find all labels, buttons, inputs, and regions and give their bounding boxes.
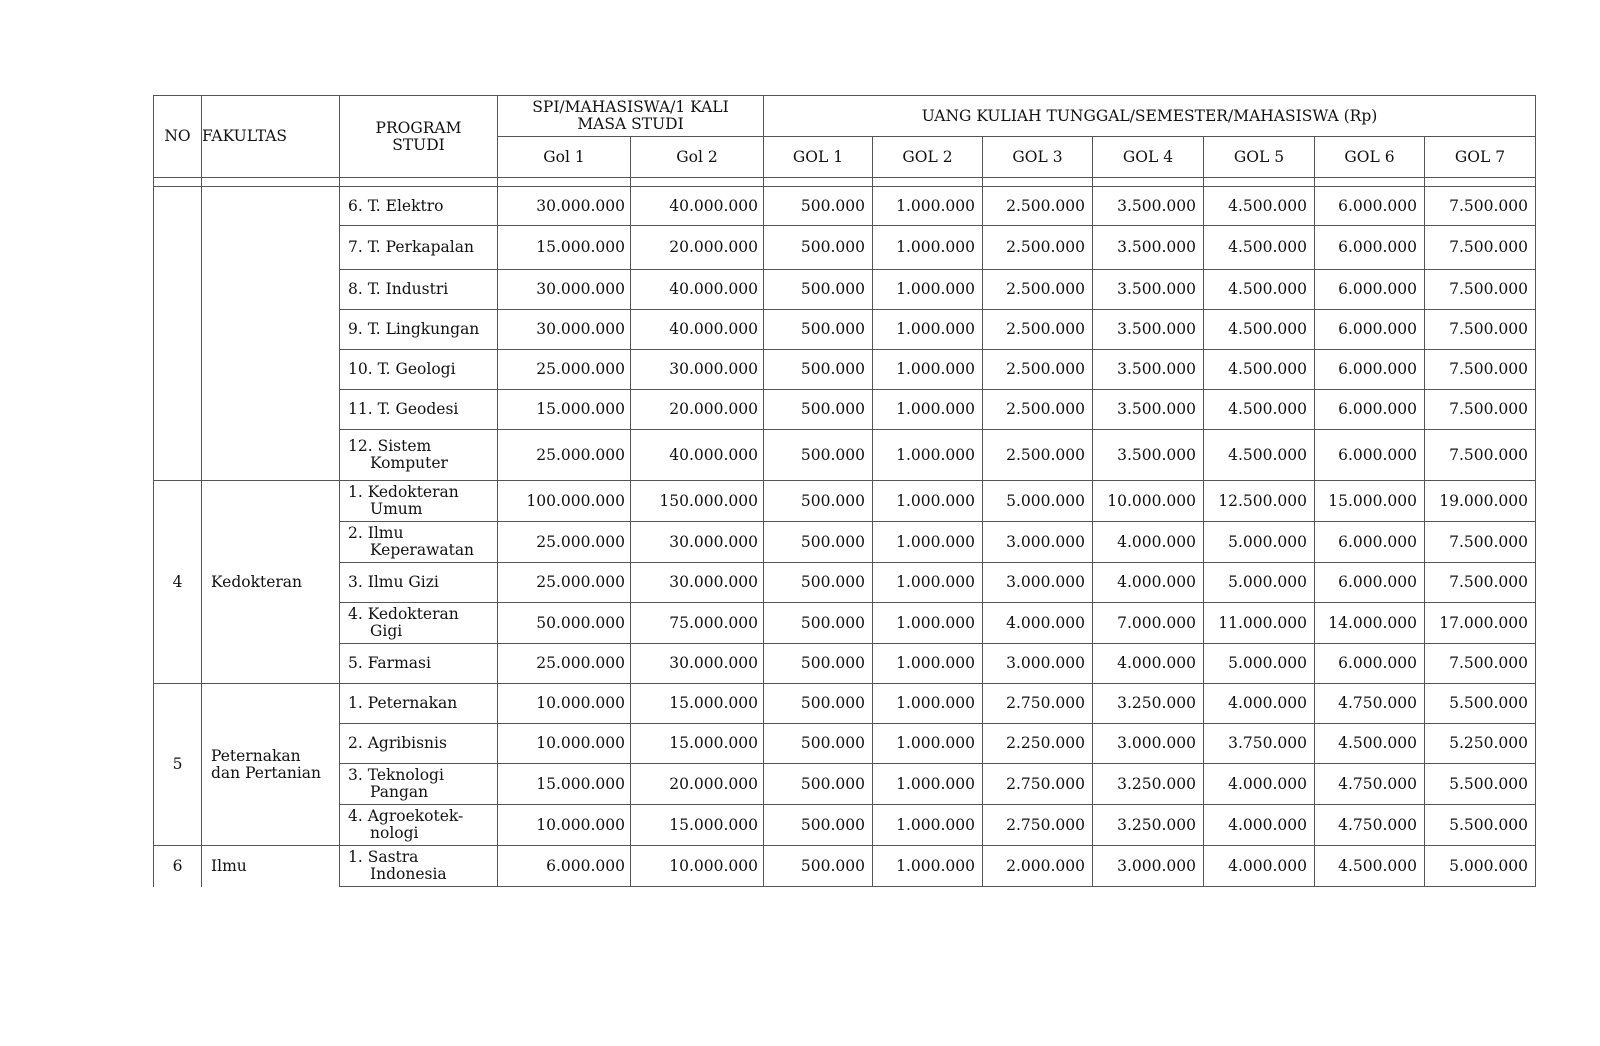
ukt-gol-4-value: 3.000.000 — [1093, 846, 1204, 887]
program-studi — [340, 684, 498, 724]
ukt-gol-5-value: 11.000.000 — [1204, 603, 1315, 644]
spi-gol-2-value: 15.000.000 — [631, 684, 764, 724]
ukt-gol-4-value: 3.500.000 — [1093, 187, 1204, 226]
program-studi-line1: 5. Farmasi — [348, 654, 431, 672]
separator-cell — [1204, 178, 1315, 187]
header-program-studi-line2: STUDI — [392, 135, 445, 154]
ukt-gol-7-value: 17.000.000 — [1425, 603, 1536, 644]
header-spi-gol-2: Gol 2 — [631, 137, 764, 178]
ukt-gol-5-value: 12.500.000 — [1204, 481, 1315, 522]
ukt-gol-3-value: 3.000.000 — [983, 522, 1093, 563]
spi-gol-1-value: 30.000.000 — [498, 310, 631, 350]
program-studi — [340, 522, 498, 563]
ukt-gol-7-value: 19.000.000 — [1425, 481, 1536, 522]
separator-cell — [1093, 178, 1204, 187]
ukt-gol-6-value: 14.000.000 — [1315, 603, 1425, 644]
ukt-gol-6-value: 15.000.000 — [1315, 481, 1425, 522]
program-studi — [340, 764, 498, 805]
spi-gol-2-value: 20.000.000 — [631, 764, 764, 805]
spi-gol-2-value: 20.000.000 — [631, 390, 764, 430]
program-studi-line1: 6. T. Elektro — [348, 196, 444, 215]
header-spi-gol-1: Gol 1 — [498, 137, 631, 178]
faculty-name-line1: Peternakan — [211, 746, 301, 765]
ukt-gol-6-value: 6.000.000 — [1315, 270, 1425, 310]
ukt-gol-4-value: 3.500.000 — [1093, 350, 1204, 390]
faculty-name — [202, 187, 340, 481]
ukt-gol-1-value: 500.000 — [764, 563, 873, 603]
ukt-gol-7-value: 5.500.000 — [1425, 764, 1536, 805]
header-spi-line2: MASA STUDI — [577, 115, 684, 133]
ukt-gol-3-value: 2.500.000 — [983, 310, 1093, 350]
ukt-gol-2-value: 1.000.000 — [873, 805, 983, 846]
ukt-gol-4-value: 4.000.000 — [1093, 644, 1204, 684]
ukt-gol-6-value: 4.750.000 — [1315, 764, 1425, 805]
separator-cell — [873, 178, 983, 187]
program-studi-line1: 1. Sastra — [348, 848, 419, 866]
separator-cell — [983, 178, 1093, 187]
program-studi-line1: 7. T. Perkapalan — [348, 238, 474, 256]
ukt-gol-1-value: 500.000 — [764, 187, 873, 226]
separator-cell — [764, 178, 873, 187]
ukt-gol-3-value: 4.000.000 — [983, 603, 1093, 644]
program-studi-line1: 12. Sistem — [348, 437, 432, 455]
ukt-gol-7-value: 7.500.000 — [1425, 563, 1536, 603]
ukt-gol-6-value: 4.500.000 — [1315, 846, 1425, 887]
ukt-gol-3-value: 2.500.000 — [983, 350, 1093, 390]
ukt-gol-3-value: 2.750.000 — [983, 764, 1093, 805]
ukt-gol-2-value: 1.000.000 — [873, 226, 983, 270]
ukt-gol-4-value: 3.250.000 — [1093, 764, 1204, 805]
spi-gol-1-value: 30.000.000 — [498, 187, 631, 226]
spi-gol-2-value: 150.000.000 — [631, 481, 764, 522]
faculty-number — [154, 187, 202, 481]
ukt-gol-7-value: 7.500.000 — [1425, 644, 1536, 684]
table-row — [154, 390, 1536, 430]
program-studi — [340, 350, 498, 390]
ukt-gol-5-value: 4.000.000 — [1204, 684, 1315, 724]
table-row — [154, 310, 1536, 350]
spi-gol-2-value: 30.000.000 — [631, 522, 764, 563]
program-studi-line1: 4. Agroekotek- — [348, 807, 464, 825]
table-row — [154, 603, 1536, 644]
program-studi — [340, 724, 498, 764]
ukt-gol-4-value: 4.000.000 — [1093, 563, 1204, 603]
table-row — [154, 764, 1536, 805]
faculty-name-line1: Ilmu — [211, 856, 247, 875]
ukt-gol-6-value: 6.000.000 — [1315, 226, 1425, 270]
ukt-gol-6-value: 6.000.000 — [1315, 310, 1425, 350]
spi-gol-1-value: 100.000.000 — [498, 481, 631, 522]
ukt-gol-7-value: 7.500.000 — [1425, 310, 1536, 350]
spi-gol-2-value: 40.000.000 — [631, 430, 764, 481]
program-studi-line1: 2. Ilmu — [348, 524, 404, 542]
ukt-gol-2-value: 1.000.000 — [873, 724, 983, 764]
program-studi — [340, 310, 498, 350]
ukt-gol-5-value: 4.500.000 — [1204, 270, 1315, 310]
ukt-gol-5-value: 4.500.000 — [1204, 187, 1315, 226]
ukt-gol-6-value: 6.000.000 — [1315, 644, 1425, 684]
ukt-gol-1-value: 500.000 — [764, 430, 873, 481]
spi-gol-1-value: 25.000.000 — [498, 522, 631, 563]
table-row — [154, 226, 1536, 270]
faculty-number: 4 — [154, 481, 202, 684]
header-ukt-gol-3: GOL 3 — [983, 137, 1093, 178]
ukt-gol-2-value: 1.000.000 — [873, 481, 983, 522]
program-studi — [340, 226, 498, 270]
ukt-gol-3-value: 3.000.000 — [983, 644, 1093, 684]
ukt-gol-3-value: 3.000.000 — [983, 563, 1093, 603]
table-row — [154, 644, 1536, 684]
ukt-gol-5-value: 4.500.000 — [1204, 350, 1315, 390]
ukt-gol-2-value: 1.000.000 — [873, 603, 983, 644]
faculty-name-line1: Kedokteran — [211, 572, 303, 591]
spi-gol-1-value: 10.000.000 — [498, 684, 631, 724]
separator-cell — [202, 178, 340, 187]
ukt-gol-3-value: 5.000.000 — [983, 481, 1093, 522]
ukt-gol-1-value: 500.000 — [764, 310, 873, 350]
spi-gol-2-value: 75.000.000 — [631, 603, 764, 644]
spi-gol-2-value: 40.000.000 — [631, 187, 764, 226]
ukt-gol-7-value: 5.000.000 — [1425, 846, 1536, 887]
ukt-gol-1-value: 500.000 — [764, 684, 873, 724]
ukt-gol-6-value: 6.000.000 — [1315, 430, 1425, 481]
ukt-gol-2-value: 1.000.000 — [873, 430, 983, 481]
ukt-gol-1-value: 500.000 — [764, 764, 873, 805]
ukt-gol-1-value: 500.000 — [764, 522, 873, 563]
spi-gol-1-value: 10.000.000 — [498, 724, 631, 764]
table-row — [154, 270, 1536, 310]
ukt-gol-2-value: 1.000.000 — [873, 644, 983, 684]
ukt-gol-2-value: 1.000.000 — [873, 684, 983, 724]
ukt-gol-2-value: 1.000.000 — [873, 563, 983, 603]
spi-gol-1-value: 30.000.000 — [498, 270, 631, 310]
ukt-gol-7-value: 7.500.000 — [1425, 430, 1536, 481]
header-spi — [498, 96, 764, 137]
ukt-gol-3-value: 2.500.000 — [983, 390, 1093, 430]
ukt-gol-1-value: 500.000 — [764, 390, 873, 430]
ukt-gol-3-value: 2.500.000 — [983, 187, 1093, 226]
header-ukt-gol-2: GOL 2 — [873, 137, 983, 178]
spi-gol-1-value: 25.000.000 — [498, 644, 631, 684]
ukt-gol-7-value: 5.250.000 — [1425, 724, 1536, 764]
header-ukt-gol-1: GOL 1 — [764, 137, 873, 178]
program-studi — [340, 430, 498, 481]
program-studi-line1: 1. Peternakan — [348, 694, 458, 712]
program-studi-line2: Gigi — [370, 622, 403, 640]
ukt-gol-3-value: 2.250.000 — [983, 724, 1093, 764]
ukt-gol-7-value: 5.500.000 — [1425, 684, 1536, 724]
ukt-gol-6-value: 6.000.000 — [1315, 522, 1425, 563]
ukt-gol-4-value: 3.500.000 — [1093, 270, 1204, 310]
table-row — [154, 724, 1536, 764]
header-row-1 — [154, 96, 1536, 137]
ukt-gol-3-value: 2.750.000 — [983, 684, 1093, 724]
ukt-gol-4-value: 3.500.000 — [1093, 430, 1204, 481]
header-ukt-gol-7: GOL 7 — [1425, 137, 1536, 178]
spi-gol-2-value: 40.000.000 — [631, 310, 764, 350]
ukt-gol-4-value: 3.250.000 — [1093, 805, 1204, 846]
spi-gol-1-value: 10.000.000 — [498, 805, 631, 846]
spi-gol-2-value: 15.000.000 — [631, 724, 764, 764]
ukt-gol-3-value: 2.500.000 — [983, 430, 1093, 481]
tuition-fee-table — [153, 95, 1536, 887]
spi-gol-1-value: 15.000.000 — [498, 390, 631, 430]
ukt-gol-1-value: 500.000 — [764, 724, 873, 764]
program-studi-line1: 9. T. Lingkungan — [348, 320, 480, 338]
ukt-gol-5-value: 5.000.000 — [1204, 644, 1315, 684]
ukt-gol-3-value: 2.500.000 — [983, 226, 1093, 270]
ukt-gol-6-value: 4.500.000 — [1315, 724, 1425, 764]
ukt-gol-6-value: 6.000.000 — [1315, 187, 1425, 226]
ukt-gol-7-value: 7.500.000 — [1425, 187, 1536, 226]
program-studi — [340, 270, 498, 310]
table-row — [154, 684, 1536, 724]
ukt-gol-1-value: 500.000 — [764, 481, 873, 522]
ukt-gol-2-value: 1.000.000 — [873, 187, 983, 226]
program-studi-line1: 11. T. Geodesi — [348, 400, 459, 418]
faculty-number: 5 — [154, 684, 202, 846]
ukt-gol-6-value: 6.000.000 — [1315, 563, 1425, 603]
ukt-gol-4-value: 3.000.000 — [1093, 724, 1204, 764]
separator-cell — [1425, 178, 1536, 187]
program-studi — [340, 187, 498, 226]
ukt-gol-2-value: 1.000.000 — [873, 270, 983, 310]
program-studi-line2: Komputer — [370, 454, 448, 472]
ukt-gol-5-value: 4.500.000 — [1204, 430, 1315, 481]
program-studi-line1: 10. T. Geologi — [348, 360, 456, 378]
ukt-gol-4-value: 3.250.000 — [1093, 684, 1204, 724]
program-studi-line1: 3. Ilmu Gizi — [348, 573, 439, 591]
ukt-gol-2-value: 1.000.000 — [873, 522, 983, 563]
ukt-gol-1-value: 500.000 — [764, 226, 873, 270]
header-ukt: UANG KULIAH TUNGGAL/SEMESTER/MAHASISWA (Rp) — [764, 96, 1536, 137]
ukt-gol-1-value: 500.000 — [764, 603, 873, 644]
program-studi-line2: Umum — [370, 500, 423, 518]
table-row — [154, 430, 1536, 481]
header-program-studi — [340, 96, 498, 178]
ukt-gol-1-value: 500.000 — [764, 846, 873, 887]
ukt-gol-4-value: 3.500.000 — [1093, 226, 1204, 270]
ukt-gol-3-value: 2.000.000 — [983, 846, 1093, 887]
ukt-gol-1-value: 500.000 — [764, 270, 873, 310]
program-studi — [340, 846, 498, 887]
ukt-gol-4-value: 7.000.000 — [1093, 603, 1204, 644]
ukt-gol-1-value: 500.000 — [764, 350, 873, 390]
ukt-gol-7-value: 7.500.000 — [1425, 270, 1536, 310]
ukt-gol-6-value: 4.750.000 — [1315, 684, 1425, 724]
separator-cell — [498, 178, 631, 187]
program-studi — [340, 390, 498, 430]
spi-gol-1-value: 6.000.000 — [498, 846, 631, 887]
spi-gol-2-value: 10.000.000 — [631, 846, 764, 887]
ukt-gol-4-value: 3.500.000 — [1093, 390, 1204, 430]
ukt-gol-5-value: 3.750.000 — [1204, 724, 1315, 764]
ukt-gol-1-value: 500.000 — [764, 644, 873, 684]
ukt-gol-5-value: 4.000.000 — [1204, 846, 1315, 887]
separator-cell — [340, 178, 498, 187]
program-studi-line1: 4. Kedokteran — [348, 605, 459, 623]
header-separator-row — [154, 178, 1536, 187]
header-ukt-gol-5: GOL 5 — [1204, 137, 1315, 178]
table-row — [154, 563, 1536, 603]
program-studi-line2: Indonesia — [370, 865, 447, 883]
ukt-gol-6-value: 4.750.000 — [1315, 805, 1425, 846]
table-row — [154, 522, 1536, 563]
program-studi — [340, 563, 498, 603]
ukt-gol-5-value: 4.000.000 — [1204, 805, 1315, 846]
separator-cell — [1315, 178, 1425, 187]
ukt-gol-2-value: 1.000.000 — [873, 764, 983, 805]
spi-gol-1-value: 15.000.000 — [498, 764, 631, 805]
ukt-gol-2-value: 1.000.000 — [873, 310, 983, 350]
program-studi — [340, 481, 498, 522]
program-studi — [340, 805, 498, 846]
table-row — [154, 350, 1536, 390]
spi-gol-2-value: 30.000.000 — [631, 350, 764, 390]
spi-gol-2-value: 40.000.000 — [631, 270, 764, 310]
program-studi-line1: 2. Agribisnis — [348, 734, 447, 752]
ukt-gol-7-value: 7.500.000 — [1425, 522, 1536, 563]
program-studi-line2: Pangan — [370, 783, 429, 801]
header-spi-line1: SPI/MAHASISWA/1 KALI — [532, 98, 729, 116]
program-studi — [340, 603, 498, 644]
table-row — [154, 481, 1536, 522]
ukt-gol-5-value: 4.500.000 — [1204, 226, 1315, 270]
ukt-gol-5-value: 5.000.000 — [1204, 522, 1315, 563]
ukt-gol-6-value: 6.000.000 — [1315, 390, 1425, 430]
program-studi-line1: 1. Kedokteran — [348, 483, 459, 501]
ukt-gol-3-value: 2.750.000 — [983, 805, 1093, 846]
ukt-gol-2-value: 1.000.000 — [873, 846, 983, 887]
spi-gol-2-value: 20.000.000 — [631, 226, 764, 270]
faculty-name — [202, 684, 340, 846]
program-studi-line2: nologi — [370, 824, 419, 842]
ukt-gol-5-value: 4.000.000 — [1204, 764, 1315, 805]
program-studi-line1: 3. Teknologi — [348, 766, 444, 784]
header-fakultas: FAKULTAS — [202, 96, 340, 178]
faculty-name — [202, 846, 340, 887]
ukt-gol-2-value: 1.000.000 — [873, 390, 983, 430]
ukt-gol-6-value: 6.000.000 — [1315, 350, 1425, 390]
ukt-gol-7-value: 7.500.000 — [1425, 226, 1536, 270]
ukt-gol-5-value: 4.500.000 — [1204, 390, 1315, 430]
ukt-gol-3-value: 2.500.000 — [983, 270, 1093, 310]
header-no: NO — [154, 96, 202, 178]
ukt-gol-7-value: 5.500.000 — [1425, 805, 1536, 846]
program-studi-line1: 8. T. Industri — [348, 280, 449, 298]
header-ukt-gol-4: GOL 4 — [1093, 137, 1204, 178]
ukt-gol-2-value: 1.000.000 — [873, 350, 983, 390]
faculty-name — [202, 481, 340, 684]
program-studi — [340, 644, 498, 684]
spi-gol-1-value: 50.000.000 — [498, 603, 631, 644]
table-row — [154, 846, 1536, 887]
ukt-gol-7-value: 7.500.000 — [1425, 390, 1536, 430]
spi-gol-1-value: 25.000.000 — [498, 350, 631, 390]
separator-cell — [154, 178, 202, 187]
ukt-gol-4-value: 10.000.000 — [1093, 481, 1204, 522]
header-ukt-gol-6: GOL 6 — [1315, 137, 1425, 178]
spi-gol-2-value: 30.000.000 — [631, 644, 764, 684]
spi-gol-1-value: 15.000.000 — [498, 226, 631, 270]
faculty-number: 6 — [154, 846, 202, 887]
spi-gol-1-value: 25.000.000 — [498, 430, 631, 481]
header-program-studi-line1: PROGRAM — [375, 118, 462, 137]
faculty-name-line2: dan Pertanian — [211, 763, 322, 782]
ukt-gol-1-value: 500.000 — [764, 805, 873, 846]
table-row — [154, 805, 1536, 846]
spi-gol-2-value: 30.000.000 — [631, 563, 764, 603]
table-row — [154, 187, 1536, 226]
separator-cell — [631, 178, 764, 187]
ukt-gol-4-value: 4.000.000 — [1093, 522, 1204, 563]
ukt-gol-5-value: 5.000.000 — [1204, 563, 1315, 603]
program-studi-line2: Keperawatan — [370, 541, 475, 559]
ukt-gol-5-value: 4.500.000 — [1204, 310, 1315, 350]
ukt-gol-7-value: 7.500.000 — [1425, 350, 1536, 390]
spi-gol-2-value: 15.000.000 — [631, 805, 764, 846]
spi-gol-1-value: 25.000.000 — [498, 563, 631, 603]
ukt-gol-4-value: 3.500.000 — [1093, 310, 1204, 350]
